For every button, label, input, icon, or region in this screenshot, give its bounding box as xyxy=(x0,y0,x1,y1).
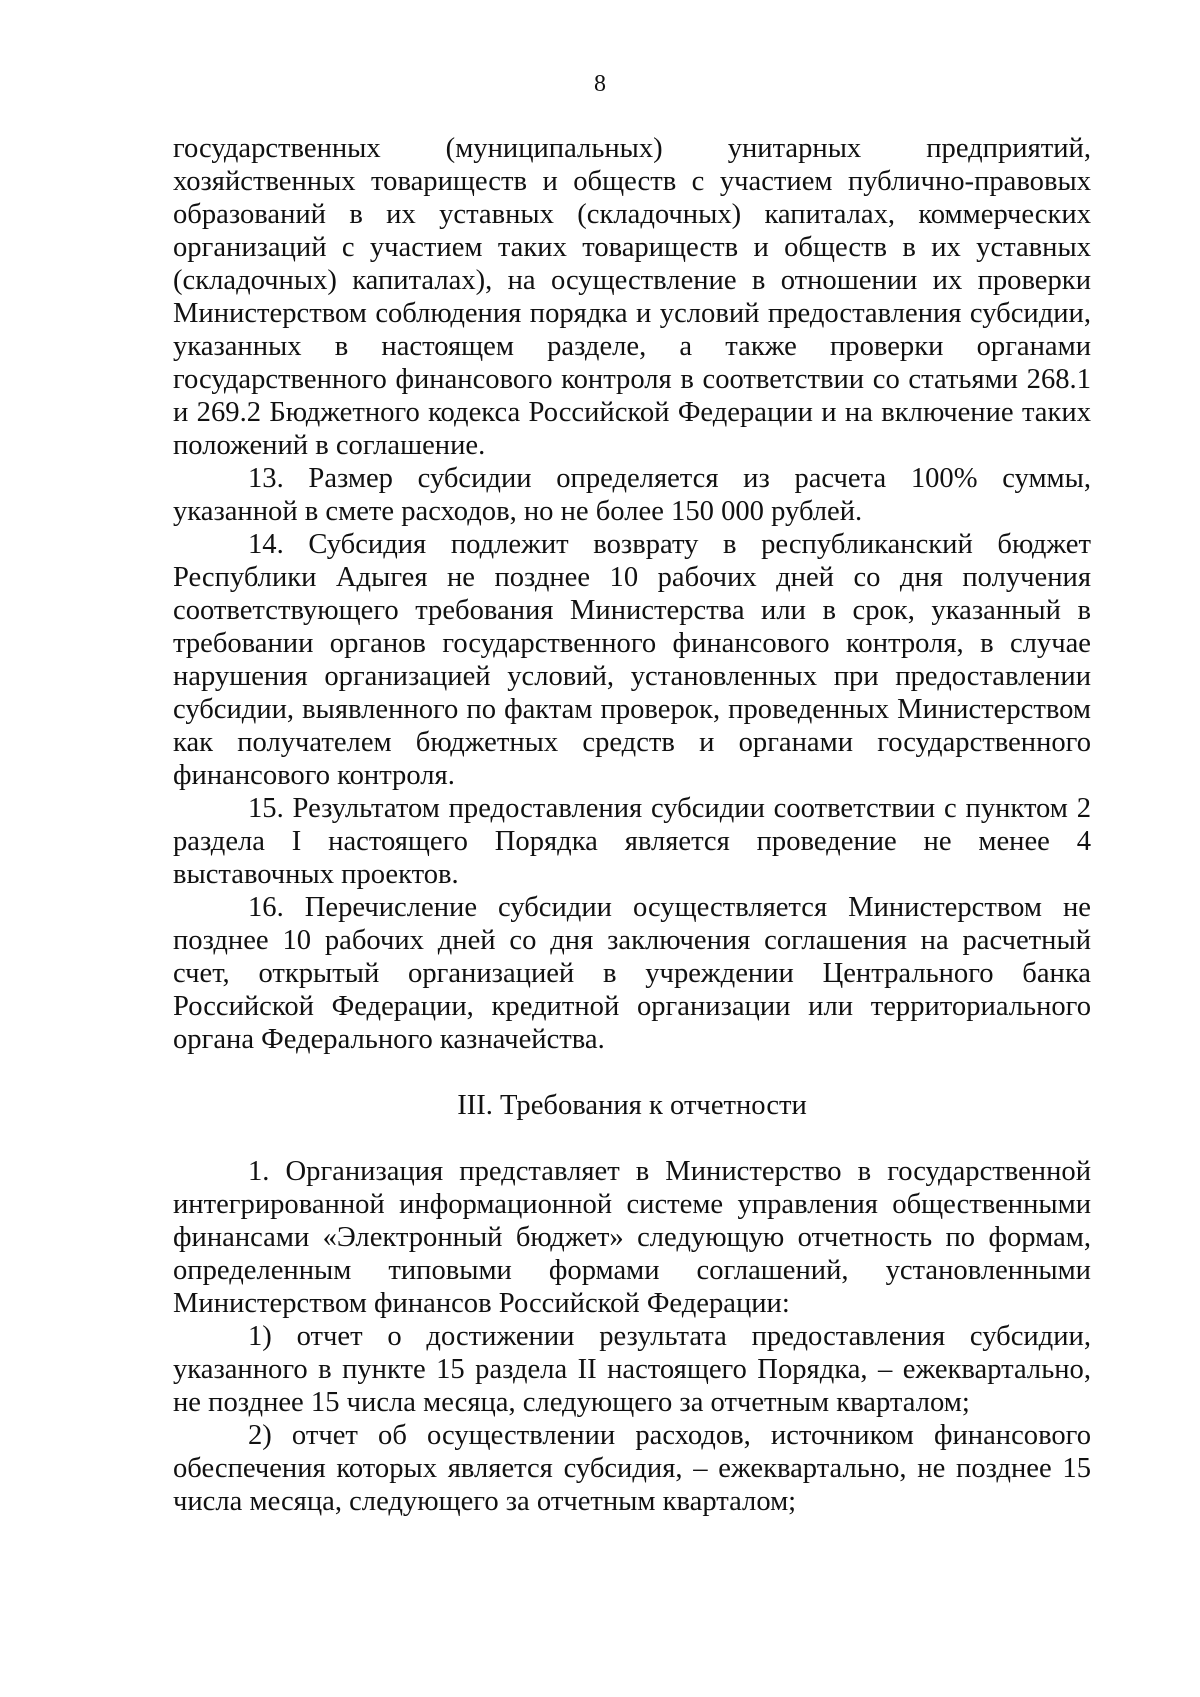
section-paragraph-1: 1. Организация представляет в Министерство в государственной интегрированной информационной системе управления общественными финансами «Электронный бюджет» следующую отчетность по формам, определенным типовыми формами соглашений, установленными Министерством финансов Российской Федерации: xyxy=(173,1156,1091,1319)
paragraph-13: 13. Размер субсидии определяется из расчета 100% суммы, указанной в смете расходов, но не более 150 000 рублей. xyxy=(173,463,1091,527)
section-heading: III. Требования к отчетности xyxy=(457,1090,807,1121)
document-body xyxy=(173,132,1091,1518)
paragraph-14: 14. Субсидия подлежит возврату в республиканский бюджет Республики Адыгея не позднее 10 рабочих дней со дня получения соответствующего требования Министерства или в срок, указанный в требовании органов государственного финансового контроля, в случае нарушения организацией условий, установленных при предоставлении субсидии, выявленного по фактам проверок, проведенных Министерством как получателем бюджетных средств и органами государственного финансового контроля. xyxy=(173,529,1091,791)
section-list-item-2: 2) отчет об осуществлении расходов, источником финансового обеспечения которых является субсидия, – ежеквартально, не позднее 15 числа месяца, следующего за отчетным кварталом; xyxy=(173,1420,1091,1517)
section-list-item-1: 1) отчет о достижении результата предоставления субсидии, указанного в пункте 15 раздела II настоящего Порядка, – ежеквартально, не позднее 15 числа месяца, следующего за отчетным кварталом; xyxy=(173,1321,1091,1418)
page-number: 8 xyxy=(594,71,606,97)
paragraph-continuation: государственных (муниципальных) унитарных предприятий, хозяйственных товариществ и обществ с участием публично-правовых образований в их уставных (складочных) капиталах, коммерческих организаций с участием таких товариществ и обществ в их уставных (складочных) капиталах), на осуществление в отношении их проверки Министерством соблюдения порядка и условий предоставления субсидии, указанных в настоящем разделе, а также проверки органами государственного финансового контроля в соответствии со статьями 268.1 и 269.2 Бюджетного кодекса Российской Федерации и на включение таких положений в соглашение. xyxy=(173,133,1091,461)
paragraph-16: 16. Перечисление субсидии осуществляется Министерством не позднее 10 рабочих дней со дня заключения соглашения на расчетный счет, открытый организацией в учреждении Центрального банка Российской Федерации, кредитной организации или территориального органа Федерального казначейства. xyxy=(173,892,1091,1055)
paragraph-15: 15. Результатом предоставления субсидии соответствии с пунктом 2 раздела I настоящего Порядка является проведение не менее 4 выставочных проектов. xyxy=(173,793,1091,890)
